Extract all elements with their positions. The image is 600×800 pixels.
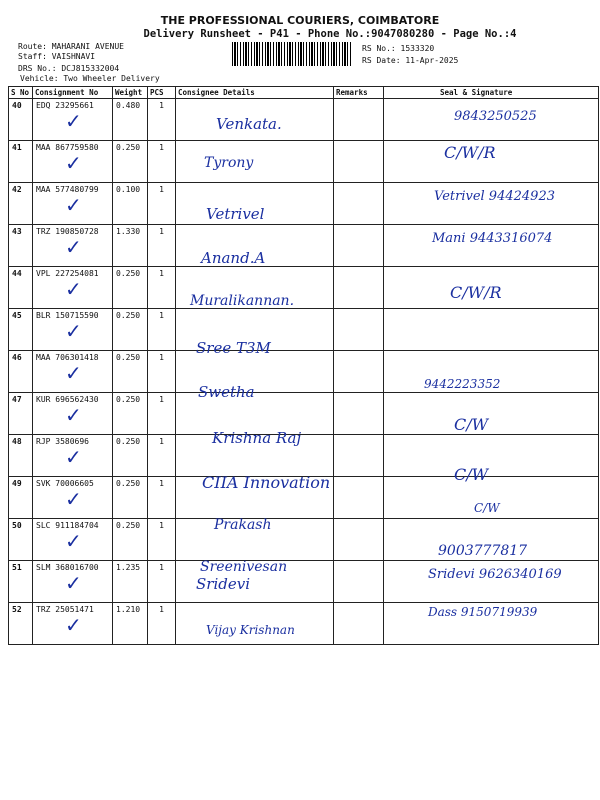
row-consignee [176,519,334,575]
drs-label: DRS No.: DCJ815332004 [18,64,120,73]
row-consignment [33,393,113,435]
row-weight: 0.250 [113,393,148,435]
row-seal [384,267,599,309]
row-pcs: 1 [148,183,176,225]
col-sno: S No [9,87,33,99]
signature-handwriting: 9442223352 [424,377,501,391]
consignment-number: MAA 577480799 [36,185,99,194]
row-pcs: 1 [148,309,176,351]
table-row [9,141,599,183]
document-title: THE PROFESSIONAL COURIERS, COIMBATORE [160,14,440,27]
signature-handwriting: C/W/R [444,143,496,162]
row-weight: 0.250 [113,351,148,393]
row-sno: 48 [9,435,33,477]
consignee-handwriting: Tyrony [204,155,254,171]
row-remarks [334,267,384,309]
vehicle-label: Vehicle: Two Wheeler Delivery [20,74,160,83]
consignee-handwriting: Anand.A [201,249,266,267]
consignment-number: EDQ 23295661 [36,101,94,110]
row-sno: 52 [9,603,33,645]
row-consignment [33,519,113,561]
consignee-handwriting: Muralikannan. [190,293,295,309]
consignee-handwriting: Swetha [198,383,255,401]
row-seal [384,393,599,435]
row-seal [384,309,599,351]
row-sno: 40 [9,99,33,141]
row-remarks [334,183,384,225]
signature-handwriting: C/W [454,415,489,434]
table-row [9,519,599,561]
row-weight: 0.250 [113,309,148,351]
col-consignee: Consignee Details [176,87,334,99]
rs-date: RS Date: 11-Apr-2025 [362,56,459,65]
consignment-number: SLM 368016700 [36,563,99,572]
checkmark-icon: ✓ [65,319,82,343]
col-pcs: PCS [148,87,176,99]
consignment-number: TRZ 190850728 [36,227,99,236]
checkmark-icon: ✓ [65,403,82,427]
col-weight: Weight [113,87,148,99]
row-weight: 0.250 [113,477,148,519]
rs-number: RS No.: 1533320 [362,44,435,53]
checkmark-icon: ✓ [65,613,82,637]
row-seal [384,561,599,603]
row-sno: 41 [9,141,33,183]
table-row [9,267,599,309]
staff-label: Staff: VAISHNAVI [18,52,96,61]
table-row [9,393,599,435]
checkmark-icon: ✓ [65,487,82,511]
signature-handwriting: Vetrivel 94424923 [434,189,555,204]
row-consignment [33,225,113,267]
row-consignment [33,477,113,519]
signature-handwriting: C/W [474,501,500,515]
consignment-number: KUR 696562430 [36,395,99,404]
row-sno: 47 [9,393,33,435]
row-pcs: 1 [148,393,176,435]
document-subtitle: Delivery Runsheet - P41 - Phone No.:9047080280 - Page No.:4 [143,28,517,40]
row-consignee [176,351,334,401]
col-seal: Seal & Signature [384,87,599,99]
row-remarks [334,99,384,141]
signature-handwriting: 9003777817 [438,543,528,559]
row-consignee [176,561,334,603]
table-row [9,435,599,477]
table-row [9,183,599,225]
row-sno: 50 [9,519,33,561]
row-sno: 49 [9,477,33,519]
row-consignee [176,99,334,141]
row-consignee [176,309,334,357]
consignment-number: MAA 867759580 [36,143,99,152]
row-pcs: 1 [148,141,176,183]
row-consignment [33,99,113,141]
row-consignee [176,477,334,533]
row-consignment [33,561,113,603]
route-label: Route: MAHARANI AVENUE [18,42,124,51]
table-header [9,87,599,99]
consignee-handwriting: Krishna Raj [212,429,302,447]
checkmark-icon: ✓ [65,235,82,259]
row-pcs: 1 [148,267,176,309]
row-seal [384,351,599,393]
signature-handwriting: 9843250525 [454,109,537,124]
row-remarks [334,561,384,603]
row-seal [384,435,599,484]
row-consignment [33,183,113,225]
row-sno: 45 [9,309,33,351]
checkmark-icon: ✓ [65,193,82,217]
row-pcs: 1 [148,435,176,477]
checkmark-icon: ✓ [65,571,82,595]
row-pcs: 1 [148,561,176,603]
row-remarks [334,519,384,561]
row-sno: 44 [9,267,33,309]
consignee-handwriting: Vijay Krishnan [206,623,295,637]
signature-handwriting: Sridevi 9626340169 [428,567,562,582]
checkmark-icon: ✓ [65,277,82,301]
checkmark-icon: ✓ [65,109,82,133]
table-row [9,561,599,603]
row-seal [384,141,599,183]
row-consignment [33,435,113,477]
row-sno: 43 [9,225,33,267]
row-consignment [33,603,113,645]
row-weight: 0.480 [113,99,148,141]
row-weight: 0.250 [113,141,148,183]
consignee-handwriting: Vetrivel [206,205,265,223]
row-remarks [334,351,384,393]
signature-handwriting: C/W [454,465,489,484]
row-consignee [176,435,334,492]
consignee-handwriting: Prakash [214,517,272,533]
row-consignee [176,141,334,183]
table-row [9,351,599,393]
row-weight: 0.250 [113,435,148,477]
consignee-handwriting: CIIA Innovation [202,473,331,492]
col-remarks: Remarks [334,87,384,99]
row-consignment [33,309,113,351]
consignment-number: TRZ 25051471 [36,605,94,614]
col-consignment: Consignment No [33,87,113,99]
consignee-handwriting: Sreenivesan [200,559,288,575]
row-sno: 42 [9,183,33,225]
row-pcs: 1 [148,351,176,393]
row-seal [384,519,599,561]
row-pcs: 1 [148,519,176,561]
table-row [9,99,599,141]
row-weight: 1.330 [113,225,148,267]
consignee-handwriting: Sridevi [196,575,250,593]
row-remarks [334,603,384,645]
row-remarks [334,477,384,519]
row-seal [384,183,599,225]
consignment-number: BLR 150715590 [36,311,99,320]
row-pcs: 1 [148,477,176,519]
row-seal [384,225,599,267]
row-remarks [334,435,384,477]
row-consignment [33,267,113,309]
row-consignee [176,267,334,309]
row-seal [384,477,599,519]
row-weight: 0.250 [113,519,148,561]
row-remarks [334,309,384,351]
table-row [9,477,599,519]
consignee-handwriting: Sree T3M [196,339,271,357]
table-row [9,225,599,267]
checkmark-icon: ✓ [65,361,82,385]
row-consignee [176,225,334,267]
row-consignment [33,141,113,183]
signature-handwriting: Mani 9443316074 [432,231,553,246]
consignment-number: VPL 227254081 [36,269,99,278]
consignment-number: RJP 3580696 [36,437,89,446]
row-remarks [334,141,384,183]
row-seal [384,603,599,645]
table-row [9,309,599,351]
consignment-number: SLC 911184704 [36,521,99,530]
row-weight: 1.210 [113,603,148,645]
checkmark-icon: ✓ [65,529,82,553]
consignment-number: MAA 706301418 [36,353,99,362]
row-pcs: 1 [148,225,176,267]
row-pcs: 1 [148,99,176,141]
row-weight: 0.250 [113,267,148,309]
checkmark-icon: ✓ [65,151,82,175]
row-consignment [33,351,113,393]
checkmark-icon: ✓ [65,445,82,469]
row-sno: 51 [9,561,33,603]
signature-handwriting: Dass 9150719939 [428,605,538,619]
row-weight: 0.100 [113,183,148,225]
row-seal [384,99,599,141]
consignment-number: SVK 70006605 [36,479,94,488]
row-consignee [176,393,334,447]
runsheet-table [8,86,599,645]
row-remarks [334,225,384,267]
row-sno: 46 [9,351,33,393]
table-row [9,603,599,645]
barcode [232,42,352,66]
consignee-handwriting: Venkata. [216,115,282,133]
signature-handwriting: C/W/R [450,283,502,302]
row-consignee [176,183,334,225]
row-remarks [334,393,384,435]
row-pcs: 1 [148,603,176,645]
row-weight: 1.235 [113,561,148,603]
row-consignee [176,603,334,645]
